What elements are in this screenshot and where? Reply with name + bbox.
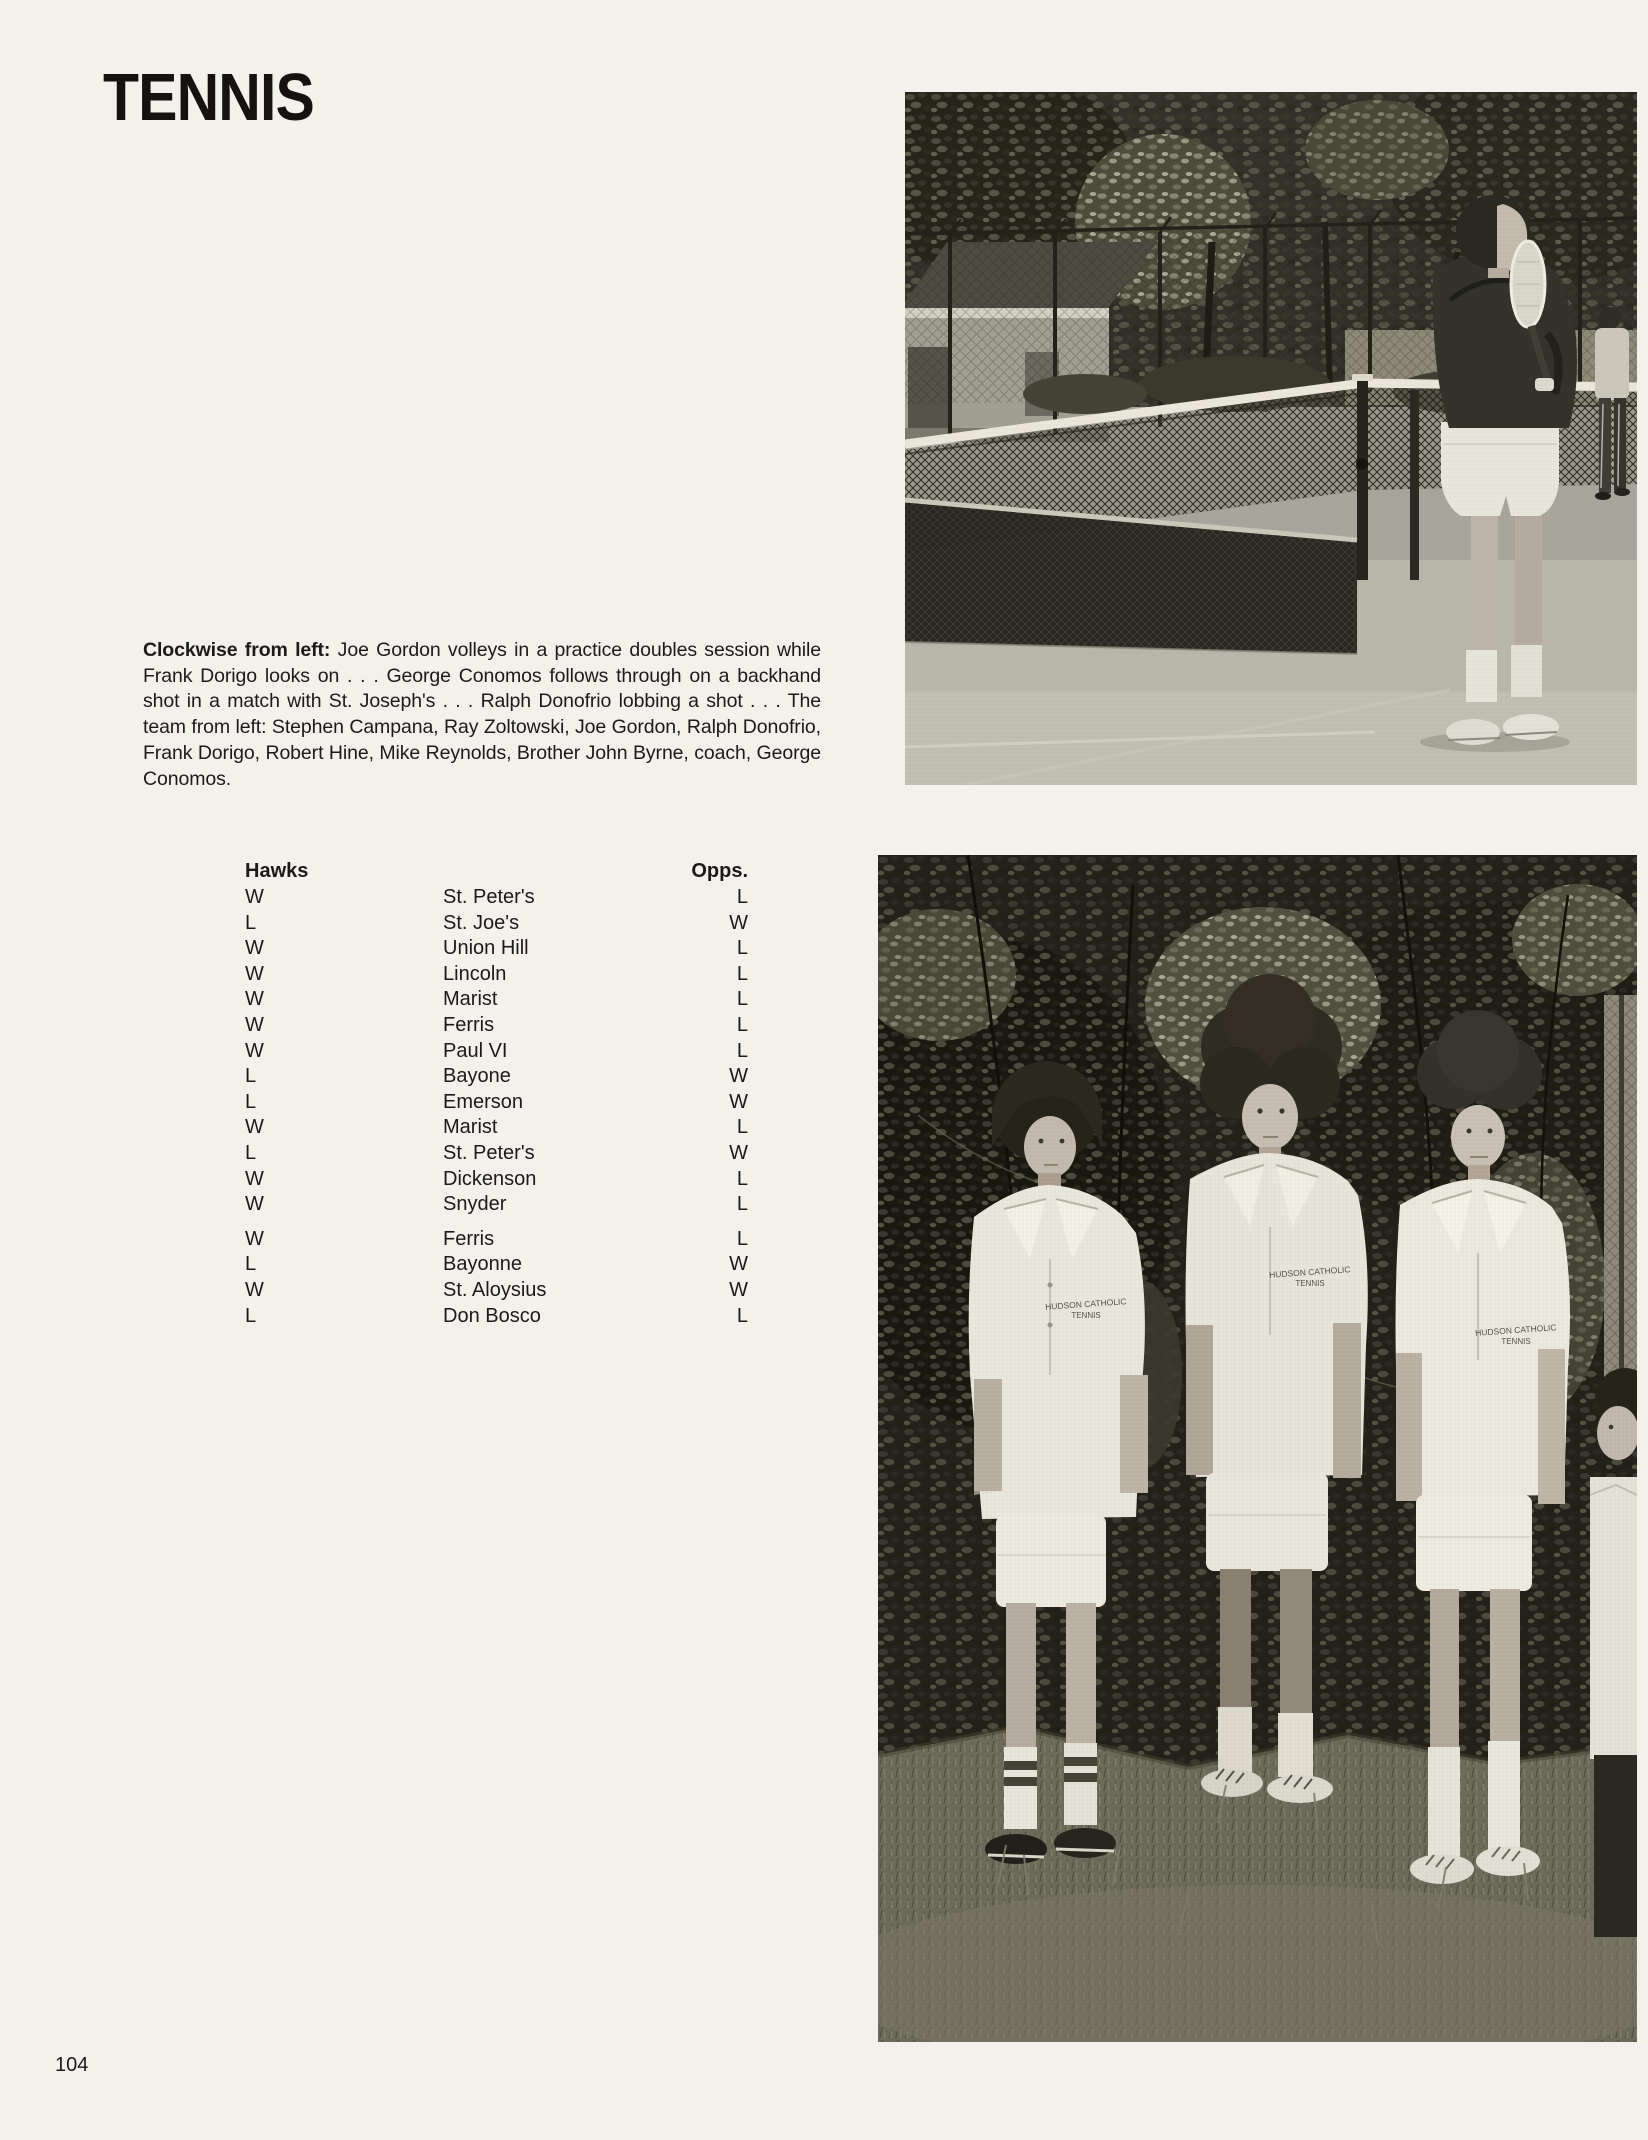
hawks-result: L — [245, 1090, 257, 1113]
season-results-table — [245, 858, 748, 1329]
jersey-crest-line1: HUDSON CATHOLIC — [1044, 1296, 1127, 1312]
opps-result: L — [736, 1167, 748, 1190]
opps-result: W — [729, 911, 748, 934]
team-photo-illustration — [878, 855, 1637, 2042]
opponent-name: Ferris — [443, 1227, 495, 1250]
hawks-result: W — [245, 1278, 264, 1301]
opponent-name: St. Aloysius — [443, 1278, 547, 1301]
opponent-name: Emerson — [443, 1090, 524, 1113]
opps-result: W — [729, 1090, 748, 1113]
result-row — [245, 1192, 748, 1218]
hawks-column-header: Hawks — [245, 860, 309, 882]
result-row — [245, 885, 748, 911]
results-rows — [245, 885, 748, 1329]
opponent-name: Bayone — [443, 1065, 511, 1088]
result-row — [245, 1115, 748, 1141]
opps-result: L — [736, 937, 748, 960]
hawks-result: L — [245, 1065, 257, 1088]
page-title: TENNIS — [103, 60, 314, 135]
opps-result: L — [736, 962, 748, 985]
photo-caption — [143, 638, 821, 792]
opponent-name: Bayonne — [443, 1253, 522, 1276]
hawks-result: L — [245, 911, 257, 934]
opponent-name: St. Joe's — [443, 911, 520, 934]
result-row — [245, 1278, 748, 1304]
opps-result: W — [729, 1065, 748, 1088]
opps-result: L — [736, 988, 748, 1011]
hawks-result: L — [245, 1253, 257, 1276]
hawks-result: W — [245, 1167, 264, 1190]
jersey-crest-line2: TENNIS — [1295, 1279, 1325, 1288]
page-number: 104 — [55, 2054, 89, 2076]
opponent-name: Marist — [443, 988, 498, 1011]
opponent-name: Ferris — [443, 1013, 495, 1036]
result-row — [245, 1227, 748, 1253]
opps-result: W — [729, 1253, 748, 1276]
hawks-result: L — [245, 1141, 257, 1164]
result-row — [245, 1252, 748, 1278]
result-row — [245, 1304, 748, 1330]
result-row — [245, 1141, 748, 1167]
opponent-name: Lincoln — [443, 962, 507, 985]
court-photo-illustration — [905, 92, 1637, 785]
opponent-name: St. Peter's — [443, 886, 535, 908]
jersey-crest-line1: HUDSON CATHOLIC — [1268, 1264, 1351, 1280]
hawks-result: W — [245, 988, 264, 1011]
opps-result: L — [736, 1193, 748, 1216]
opps-result: W — [729, 1278, 748, 1301]
opps-result: W — [729, 1141, 748, 1164]
hawks-result: W — [245, 937, 264, 960]
jersey-crest-line2: TENNIS — [1071, 1311, 1101, 1320]
opps-result: L — [736, 1013, 748, 1036]
jersey-crest-line2: TENNIS — [1501, 1337, 1531, 1346]
caption-lead: Clockwise from left: — [143, 639, 331, 661]
opps-column-header: Opps. — [691, 860, 748, 882]
result-row — [245, 911, 748, 937]
caption-body: Joe Gordon volleys in a practice doubles session while Frank Dorigo looks on . . . George Conomos follows through on a backhand shot in a match with St. Joseph's . . . Ralph Donofrio lobbing a shot . . . The team from left: Stephen Campana, Ray Zoltowski, Joe Gordon, Ralph Donofrio, Frank Dorigo, Robert Hine, Mike Reynolds, Brother John Byrne, coach, George Conomos. — [143, 639, 821, 790]
opponent-name: Marist — [443, 1116, 498, 1139]
hawks-result: W — [245, 1193, 264, 1216]
result-row — [245, 1013, 748, 1039]
opps-result: L — [736, 886, 748, 908]
result-row — [245, 1090, 748, 1116]
opps-result: L — [736, 1116, 748, 1139]
hawks-result: W — [245, 886, 264, 908]
opps-result: L — [736, 1227, 748, 1250]
hawks-result: W — [245, 1013, 264, 1036]
result-row — [245, 987, 748, 1013]
hawks-result: W — [245, 962, 264, 985]
result-row — [245, 962, 748, 988]
opps-result: L — [736, 1039, 748, 1062]
hawks-result: W — [245, 1116, 264, 1139]
results-header — [245, 858, 748, 885]
opponent-name: Snyder — [443, 1193, 507, 1216]
opps-result: L — [736, 1304, 748, 1327]
result-row — [245, 1167, 748, 1193]
opponent-name: Paul VI — [443, 1039, 508, 1062]
jersey-crest-line1: HUDSON CATHOLIC — [1474, 1322, 1557, 1338]
opponent-name: St. Peter's — [443, 1141, 535, 1164]
opponent-name: Union Hill — [443, 937, 529, 960]
court-photo — [905, 92, 1637, 785]
opponent-name: Dickenson — [443, 1167, 537, 1190]
result-row — [245, 1064, 748, 1090]
opponent-name: Don Bosco — [443, 1304, 541, 1327]
result-row — [245, 1039, 748, 1065]
hawks-result: W — [245, 1039, 264, 1062]
hawks-result: W — [245, 1227, 264, 1250]
result-row — [245, 936, 748, 962]
team-photo — [878, 855, 1637, 2042]
hawks-result: L — [245, 1304, 257, 1327]
